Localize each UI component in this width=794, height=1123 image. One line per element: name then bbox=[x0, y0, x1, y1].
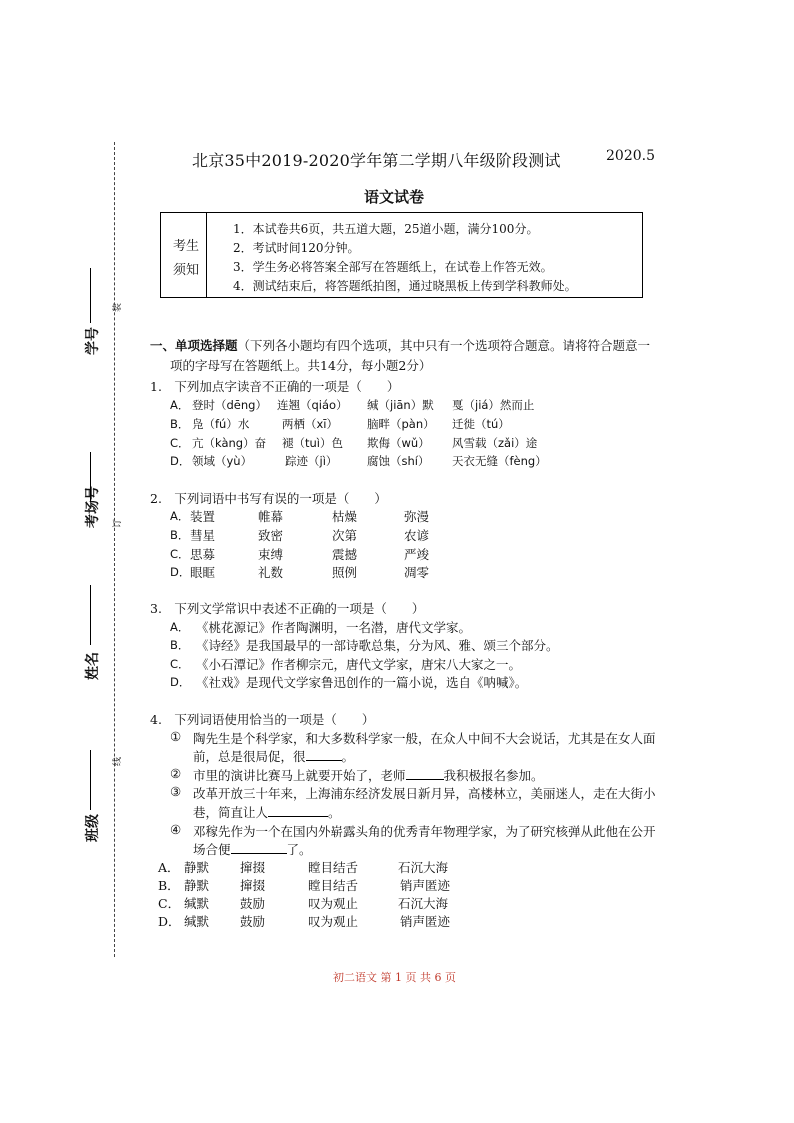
q2-option-d-c3: 照例 bbox=[332, 565, 358, 580]
q1-option-c-c1: 亢（kàng）奋 bbox=[192, 436, 267, 450]
notice-item: 3．学生务必将答案全部写在答题纸上，在试卷上作答无效。 bbox=[233, 260, 553, 274]
q1-option-b-c1: 凫（fú）水 bbox=[192, 417, 250, 431]
q2-option-a-c3: 枯燥 bbox=[332, 509, 358, 524]
q4-sentence-num: ① bbox=[170, 729, 182, 744]
side-blank-class[interactable] bbox=[90, 750, 91, 810]
q1-option-d-c3: 腐蚀（shí） bbox=[367, 454, 430, 468]
side-blank-exam-room[interactable] bbox=[90, 452, 91, 502]
notice-item: 1．本试卷共6页，共五道大题，25道小题，满分100分。 bbox=[233, 222, 539, 236]
q1-option-a-c2: 连翘（qiáo） bbox=[277, 398, 348, 412]
q1-option-d-c4: 天衣无缝（fèng） bbox=[452, 454, 547, 468]
q2-option-b-c4: 农谚 bbox=[404, 528, 430, 543]
notice-item: 2．考试时间120分钟。 bbox=[233, 241, 360, 255]
q4-option-b-c2: 撺掇 bbox=[240, 878, 266, 893]
binding-mark-xian: 线 bbox=[113, 756, 123, 766]
q1-option-c-c4: 风雪载（zǎi）途 bbox=[452, 436, 538, 450]
q4-option-a-c4: 石沉大海 bbox=[398, 860, 449, 875]
side-label-exam-room: 考场号 bbox=[85, 486, 101, 528]
q4-option-c-c2: 鼓励 bbox=[240, 896, 266, 911]
q1-option-a-c1: 登时（dēng） bbox=[192, 398, 267, 412]
q3-option-d-text: 《社戏》是现代文学家鲁迅创作的一篇小说，选自《呐喊》。 bbox=[196, 675, 528, 690]
q4-sentence-4-b: 场合便 bbox=[193, 842, 231, 857]
side-blank-name[interactable] bbox=[90, 585, 91, 645]
q4-sentence-4-cont bbox=[193, 840, 312, 858]
q4-blank-4[interactable] bbox=[231, 843, 287, 854]
q3-option-a-text: 《桃花源记》作者陶渊明，一名潜，唐代文学家。 bbox=[196, 620, 472, 635]
q2-option-a-c4: 弥漫 bbox=[404, 509, 430, 524]
q2-stem: 2. 下列词语中书写有误的一项是（ ） bbox=[150, 491, 387, 506]
q4-option-c-c3: 叹为观止 bbox=[308, 896, 359, 911]
q1-option-a-c4: 戛（jiá）然而止 bbox=[452, 398, 535, 412]
q4-option-b-c3: 瞠目结舌 bbox=[308, 878, 359, 893]
q4-option-letter: B． bbox=[158, 878, 180, 893]
side-label-student-id: 学号 bbox=[85, 327, 101, 355]
exam-date: 2020.5 bbox=[606, 148, 655, 164]
q1-option-d-c2: 踪迹（jì） bbox=[285, 454, 338, 468]
notice-label-line2: 须知 bbox=[173, 263, 200, 278]
q4-sentence-1-c: 。 bbox=[341, 749, 355, 764]
q4-sentence-1-cont bbox=[193, 747, 354, 765]
q2-option-letter: C． bbox=[170, 547, 190, 561]
q2-option-b-c1: 彗星 bbox=[190, 528, 216, 543]
q1-option-letter: D． bbox=[170, 454, 191, 468]
q4-sentence-2-a: 市里的演讲比赛马上就要开始了，老师 bbox=[193, 768, 406, 783]
q2-option-d-c1: 眼眶 bbox=[190, 565, 216, 580]
q4-blank-2[interactable] bbox=[406, 769, 444, 780]
q2-option-letter: A． bbox=[170, 509, 190, 523]
q3-option-letter: A． bbox=[170, 620, 190, 634]
q4-option-a-c1: 静默 bbox=[184, 860, 210, 875]
q2-option-b-c3: 次第 bbox=[332, 528, 358, 543]
section1-heading: 一、单项选择题 bbox=[150, 338, 238, 353]
q4-sentence-1: 陶先生是个科学家，和大多数科学家一般，在众人中间不大会说话，尤其是在女人面 bbox=[193, 731, 656, 746]
q1-option-b-c3: 脑畔（pàn） bbox=[367, 417, 435, 431]
q2-option-d-c4: 凋零 bbox=[404, 565, 430, 580]
section1-instruction: （下列各小题均有四个选项，其中只有一个选项符合题意。请将符合题意一 bbox=[237, 338, 651, 353]
binding-mark-ding: 订 bbox=[113, 518, 123, 528]
q4-option-b-c4: 销声匿迹 bbox=[400, 878, 451, 893]
page-subtitle: 语文试卷 bbox=[364, 188, 425, 206]
side-label-class: 班级 bbox=[85, 814, 101, 842]
q4-blank-3[interactable] bbox=[268, 806, 328, 817]
q4-blank-1[interactable] bbox=[306, 750, 342, 761]
notice-item: 4．测试结束后，将答题纸拍图，通过晓黑板上传到学科教师处。 bbox=[233, 279, 577, 293]
q1-option-letter: C． bbox=[170, 436, 190, 450]
q4-sentence-num: ③ bbox=[170, 784, 182, 799]
q1-option-b-c4: 迁徙（tú） bbox=[452, 417, 510, 431]
binding-mark-zhuang: 装 bbox=[113, 302, 123, 312]
page-footer: 初二语文 第 1 页 共 6 页 bbox=[333, 971, 456, 984]
q2-option-c-c1: 思募 bbox=[190, 547, 216, 562]
q4-sentence-3-c: 。 bbox=[328, 805, 341, 820]
q3-option-c-text: 《小石潭记》作者柳宗元，唐代文学家，唐宋八大家之一。 bbox=[196, 657, 522, 672]
q4-option-d-c4: 销声匿迹 bbox=[400, 914, 451, 929]
binding-dashed-line bbox=[114, 142, 115, 957]
q4-sentence-num: ④ bbox=[170, 822, 182, 837]
q4-option-a-c3: 瞠目结舌 bbox=[308, 860, 359, 875]
q4-sentence-num: ② bbox=[170, 766, 182, 781]
q1-option-letter: A． bbox=[170, 398, 190, 412]
q4-option-d-c1: 缄默 bbox=[184, 914, 210, 929]
q4-sentence-2-b: 我积极报名参加。 bbox=[443, 768, 544, 783]
q1-option-c-c3: 欺侮（wǔ） bbox=[367, 436, 430, 450]
q2-option-letter: B． bbox=[170, 528, 190, 542]
notice-label-line1: 考生 bbox=[173, 239, 200, 254]
q2-option-a-c2: 帷幕 bbox=[258, 509, 284, 524]
q4-option-c-c4: 石沉大海 bbox=[398, 896, 449, 911]
q4-option-a-c2: 撺掇 bbox=[240, 860, 266, 875]
q2-option-c-c3: 震撼 bbox=[332, 547, 358, 562]
page-title: 北京35中2019-2020学年第二学期八年级阶段测试 bbox=[192, 151, 561, 170]
q2-option-c-c4: 严竣 bbox=[404, 547, 430, 562]
q1-option-c-c2: 褪（tuì）色 bbox=[282, 436, 343, 450]
q1-stem: 1. 下列加点字读音不正确的一项是（ ） bbox=[150, 379, 400, 394]
q2-option-letter: D． bbox=[170, 565, 191, 579]
q1-option-d-c1: 领域（yù） bbox=[192, 454, 253, 468]
q4-sentence-1-b: 前，总是很局促，很 bbox=[193, 749, 306, 764]
q2-option-b-c2: 致密 bbox=[258, 528, 284, 543]
notice-box bbox=[160, 212, 643, 298]
q1-option-a-c3: 缄（jiān）默 bbox=[367, 398, 434, 412]
q4-option-letter: D． bbox=[158, 914, 181, 929]
q1-option-letter: B． bbox=[170, 417, 190, 431]
q2-option-a-c1: 装置 bbox=[190, 509, 216, 524]
q4-option-d-c3: 叹为观止 bbox=[308, 914, 359, 929]
q4-sentence-4: 邓稼先作为一个在国内外崭露头角的优秀青年物理学家，为了研究核弹从此他在公开 bbox=[193, 824, 656, 839]
q4-sentence-3: 改革开放三十年来，上海浦东经济发展日新月异，高楼林立，美丽迷人，走在大街小 bbox=[193, 786, 656, 801]
q3-option-letter: C． bbox=[170, 657, 190, 671]
q4-option-letter: A． bbox=[158, 860, 180, 875]
section1-instruction-cont: 项的字母写在答题纸上。共14分，每小题2分） bbox=[170, 358, 432, 373]
section1-heading-line bbox=[150, 336, 650, 354]
q3-option-letter: B． bbox=[170, 638, 190, 652]
q4-stem: 4. 下列词语使用恰当的一项是（ ） bbox=[150, 712, 375, 727]
q4-sentence-4-c: 了。 bbox=[286, 842, 312, 857]
side-blank-student-id[interactable] bbox=[90, 268, 91, 323]
q4-option-d-c2: 鼓励 bbox=[240, 914, 266, 929]
q2-option-c-c2: 束缚 bbox=[258, 547, 284, 562]
q4-option-c-c1: 缄默 bbox=[184, 896, 210, 911]
q2-option-d-c2: 礼数 bbox=[258, 565, 284, 580]
q4-sentence-2 bbox=[193, 766, 544, 784]
q3-option-letter: D． bbox=[170, 675, 191, 689]
q4-option-b-c1: 静默 bbox=[184, 878, 210, 893]
q4-sentence-3-cont bbox=[193, 803, 341, 821]
q3-option-b-text: 《诗经》是我国最早的一部诗歌总集，分为风、雅、颂三个部分。 bbox=[196, 638, 559, 653]
q4-sentence-3-b: 巷，简直让人 bbox=[193, 805, 269, 820]
side-label-name: 姓名 bbox=[85, 652, 101, 680]
notice-label-cell bbox=[161, 213, 207, 297]
q3-stem: 3. 下列文学常识中表述不正确的一项是（ ） bbox=[150, 601, 425, 616]
q4-option-letter: C． bbox=[158, 896, 181, 911]
q1-option-b-c2: 两栖（xī） bbox=[282, 417, 339, 431]
